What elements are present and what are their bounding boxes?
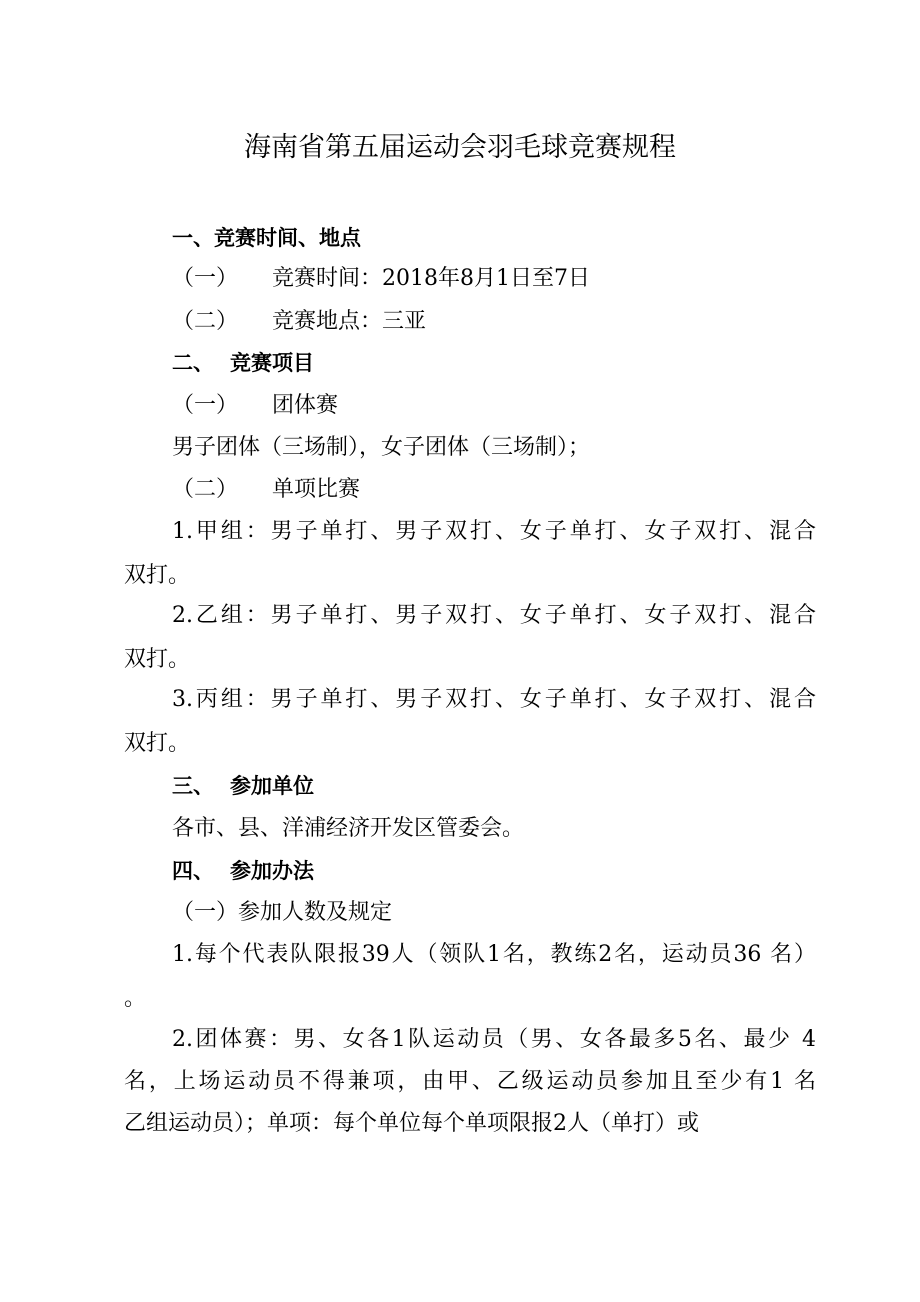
group-b-line-1: 2.乙组：男子单打、男子双打、女子单打、女子双打、混合 (172, 603, 816, 628)
section-1-item-1 (172, 263, 590, 295)
section-3-text: 各市、县、洋浦经济开发区管委会。 (172, 816, 525, 841)
section-2-heading (172, 347, 314, 379)
group-a-line-1: 1.甲组：男子单打、男子双打、女子单打、女子双打、混合 (172, 519, 816, 544)
section-title: 竞赛项目 (230, 351, 314, 375)
item-text: 竞赛时间：2018年8月1日至7日 (272, 266, 590, 291)
document-title: 海南省第五届运动会羽毛球竞赛规程 (244, 132, 676, 163)
section-2-item-2 (172, 474, 360, 506)
section-2-item-1 (172, 390, 338, 422)
group-a-line-2: 双打。 (124, 563, 191, 588)
section-1-item-2 (172, 306, 426, 338)
section-number: 三、 (172, 774, 214, 798)
section-1-heading: 一、竞赛时间、地点 (172, 226, 361, 250)
section-title: 参加办法 (230, 859, 314, 883)
item-number: （二） (172, 309, 239, 334)
section-number: 四、 (172, 859, 214, 883)
item-text: 团体赛 (272, 393, 339, 418)
group-b-line-2: 双打。 (124, 647, 191, 672)
item-text: 单项比赛 (272, 477, 361, 502)
section-3-heading (172, 770, 314, 802)
item-number: （二） (172, 477, 239, 502)
item-text: 竞赛地点：三亚 (272, 309, 427, 334)
rule-2-line-1: 2.团体赛：男、女各1队运动员（男、女各最多5名、最少 4 (172, 1027, 816, 1052)
rule-2-line-3: 乙组运动员）；单项：每个单位每个单项限报2人（单打）或 (124, 1111, 699, 1136)
section-number: 二、 (172, 351, 214, 375)
group-c-line-1: 3.丙组：男子单打、男子双打、女子单打、女子双打、混合 (172, 687, 816, 712)
section-title: 参加单位 (230, 774, 314, 798)
item-number: （一） (172, 266, 239, 291)
section-4-subheading: （一）参加人数及规定 (172, 900, 393, 925)
team-event-text: 男子团体（三场制），女子团体（三场制）； (172, 435, 591, 460)
rule-1-line-1: 1.每个代表队限报39人（领队1名，教练2名，运动员36 名） (172, 942, 816, 967)
section-4-heading (172, 855, 314, 887)
item-number: （一） (172, 393, 239, 418)
rule-2-line-2: 名，上场运动员不得兼项，由甲、乙级运动员参加且至少有1 名 (124, 1069, 816, 1094)
rule-1-line-2: 。 (124, 986, 147, 1011)
group-c-line-2: 双打。 (124, 731, 191, 756)
